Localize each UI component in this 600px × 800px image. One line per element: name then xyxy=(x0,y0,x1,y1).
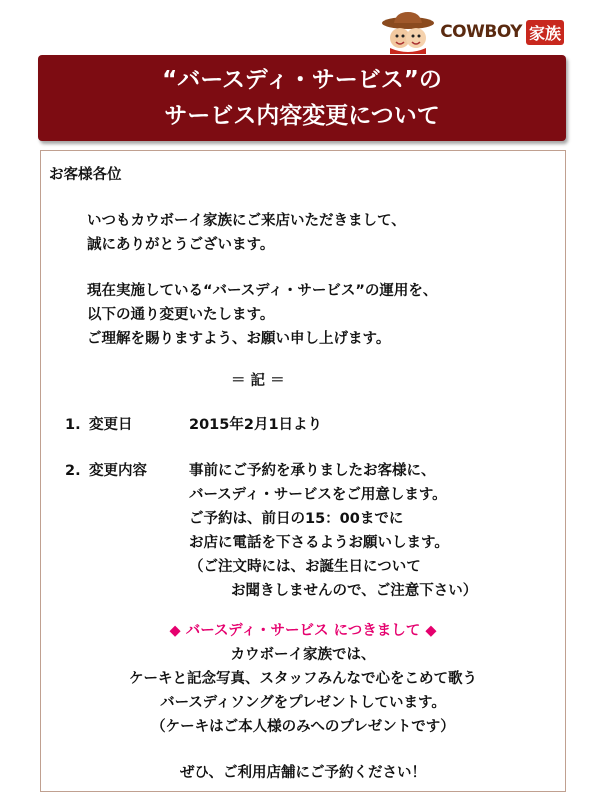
birthday-body-line: ケーキと記念写真、スタッフみんなで心をこめて歌う xyxy=(129,671,477,687)
brand-name-jp: 家族 xyxy=(526,20,564,45)
cowboy-mascot-icon xyxy=(380,10,436,54)
title-line-1: “バースディ・サービス”の xyxy=(162,67,442,93)
salutation: お客様各位 xyxy=(49,167,122,183)
birthday-body-line: （ケーキはご本人様のみへのプレゼントです） xyxy=(151,719,455,735)
intro-line: 以下の通り変更いたします。 xyxy=(87,307,275,323)
change-detail-line: 事前にご予約を承りましたお客様に、 xyxy=(189,463,436,479)
birthday-body-line: バースディソングをプレゼントしています。 xyxy=(160,695,446,711)
item-number: 2. xyxy=(65,463,81,479)
intro-line: ご理解を賜りますよう、お願い申し上げます。 xyxy=(87,331,391,347)
item-label: 変更日 xyxy=(89,417,133,433)
birthday-service-heading: ◆ バースディ・サービス につきまして ◆ xyxy=(169,623,437,639)
change-detail-line: ご予約は、前日の15：00までに xyxy=(189,511,404,527)
closing-message: ぜひ、ご利用店舗にご予約ください！ xyxy=(180,765,426,781)
change-detail-line: お店に電話を下さるようお願いします。 xyxy=(189,535,449,551)
change-date: 2015年2月1日より xyxy=(189,417,323,433)
notice-body xyxy=(40,150,566,792)
greeting-line: 誠にありがとうございます。 xyxy=(87,237,275,253)
ki-heading: ＝ 記 ＝ xyxy=(231,373,285,389)
item-label: 変更内容 xyxy=(89,463,147,479)
change-detail-line: バースディ・サービスをご用意します。 xyxy=(189,487,447,503)
item-number: 1. xyxy=(65,417,81,433)
brand-name-en: COWBOY xyxy=(440,22,522,42)
greeting-line: いつもカウボーイ家族にご来店いただきまして、 xyxy=(87,213,406,229)
brand-logo xyxy=(380,10,564,54)
change-detail-line: （ご注文時には、お誕生日について xyxy=(189,559,421,575)
change-detail-line: お聞きしませんので、ご注意下さい） xyxy=(231,583,478,599)
intro-line: 現在実施している“バースディ・サービス”の運用を、 xyxy=(87,283,438,299)
birthday-body-line: カウボーイ家族では、 xyxy=(230,647,376,663)
title-banner xyxy=(38,55,566,141)
title-line-2: サービス内容変更について xyxy=(164,103,440,129)
